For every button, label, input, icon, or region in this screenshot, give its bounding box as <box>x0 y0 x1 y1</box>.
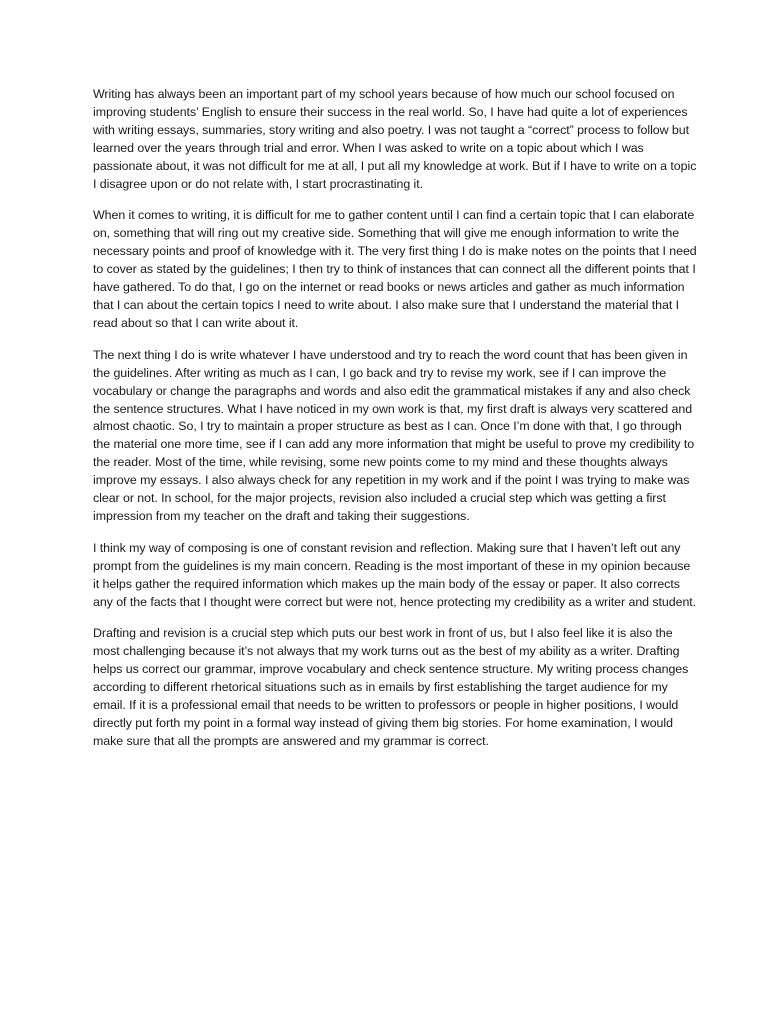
paragraph-4: I think my way of composing is one of constant revision and reflection. Making sure that I haven’t left out any prompt from the guidelines is my main concern. Reading is the most important of these in my opinion because it helps gather the required information which makes up the main body of the essay or paper. It also corrects any of the facts that I thought were correct but were not, hence protecting my credibility as a writer and student. <box>93 540 697 609</box>
paragraph-1: Writing has always been an important part of my school years because of how much our school focused on improving students’ English to ensure their success in the real world. So, I have had quite a lot of experiences with writing essays, summaries, story writing and also poetry. I was not taught a “correct” process to follow but learned over the years through trial and error. When I was asked to write on a topic about which I was passionate about, it was not difficult for me at all, I put all my knowledge at work. But if I have to write on a topic I disagree upon or do not relate with, I start procrastinating it. <box>93 87 697 191</box>
paragraph-2: When it comes to writing, it is difficult for me to gather content until I can find a certain topic that I can elaborate on, something that will ring out my creative side. Something that will give me enough information to write the necessary points and proof of knowledge with it. The very first thing I do is make notes on the points that I need to cover as stated by the guidelines; I then try to think of instances that can connect all the different points that I have gathered. To do that, I go on the internet or read books or news articles and gather as much information that I can about the certain topics I need to write about. I also make sure that I understand the material that I read about so that I can write about it. <box>93 208 697 330</box>
paragraph-3: The next thing I do is write whatever I have understood and try to reach the word count that has been given in the guidelines. After writing as much as I can, I go back and try to revise my work, see if I can improve the vocabulary or change the paragraphs and words and also edit the grammatical mistakes if any and also check the sentence structures. What I have noticed in my own work is that, my first draft is always very scattered and almost chaotic. So, I try to maintain a proper structure as best as I can. Once I’m done with that, I go through the material one more time, see if I can add any more information that might be useful to prove my credibility to the reader. Most of the time, while revising, some new points come to my mind and these thoughts always improve my essays. I also always check for any repetition in my work and if the point I was trying to make was clear or not. In school, for the major projects, revision also included a crucial step which was getting a first impression from my teacher on the draft and taking their suggestions. <box>93 347 695 523</box>
paragraph-5: Drafting and revision is a crucial step which puts our best work in front of us, but I also feel like it is also the most challenging because it’s not always that my work turns out as the best of my ability as a writer. Drafting helps us correct our grammar, improve vocabulary and check sentence structure. My writing process changes according to different rhetorical situations such as in emails by first establishing the target audience for my email. If it is a professional email that needs to be written to professors or people in higher positions, I would directly put forth my point in a formal way instead of giving them big stories. For home examination, I would make sure that all the prompts are answered and my grammar is correct. <box>93 626 689 748</box>
